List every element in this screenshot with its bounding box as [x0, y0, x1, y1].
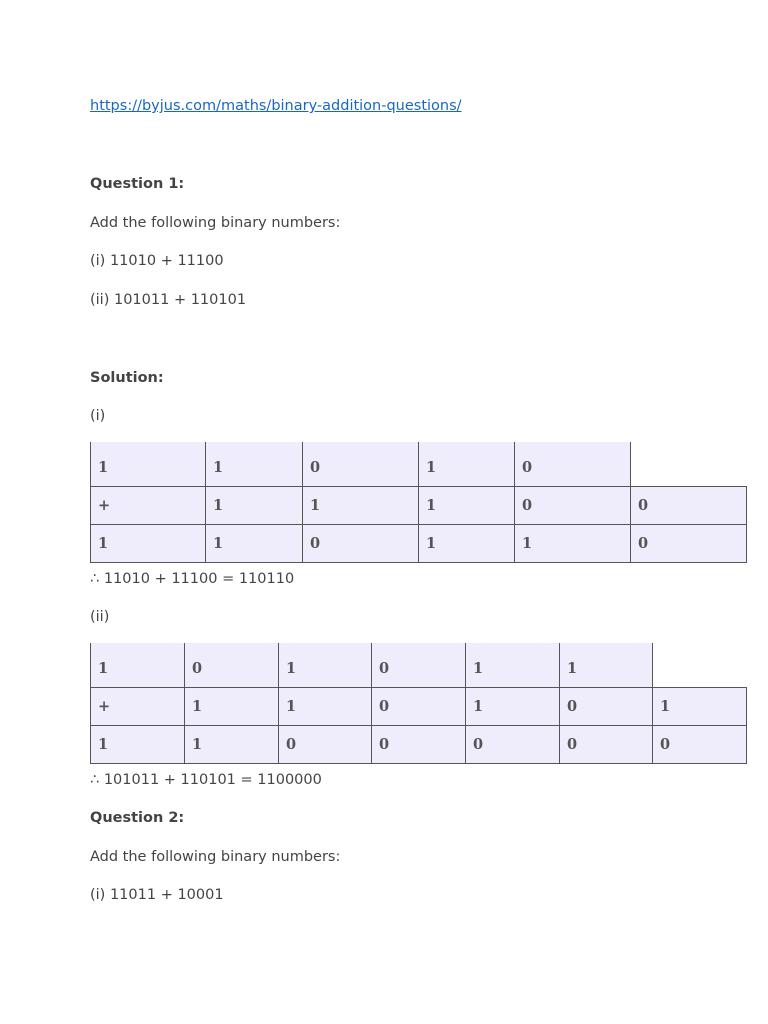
source-link[interactable]: https://byjus.com/maths/binary-addition-questions/ — [90, 98, 462, 114]
solution-part-ii-result: ∴ 101011 + 110101 = 1100000 — [90, 772, 322, 788]
table-cell: 0 — [466, 725, 560, 763]
question-1-prompt: Add the following binary numbers: — [90, 215, 341, 231]
table-cell: 1 — [515, 524, 631, 562]
table-cell: 1 — [91, 725, 185, 763]
table-cell — [631, 442, 747, 486]
table-cell: 1 — [185, 725, 279, 763]
table-row — [91, 442, 747, 486]
binary-addition-table-1 — [90, 442, 747, 563]
table-row — [91, 643, 747, 687]
table-cell: 1 — [279, 687, 372, 725]
table-cell: 1 — [303, 486, 419, 524]
table-cell: 0 — [515, 442, 631, 486]
question-1-part-ii: (ii) 101011 + 110101 — [90, 292, 247, 308]
table-cell: 1 — [206, 486, 303, 524]
table-cell: 0 — [515, 486, 631, 524]
table-cell: 0 — [653, 725, 747, 763]
table-cell: 1 — [419, 486, 515, 524]
binary-addition-table-2 — [90, 643, 747, 764]
table-cell: 0 — [185, 643, 279, 687]
table-cell: 0 — [631, 486, 747, 524]
table-cell: 1 — [466, 643, 560, 687]
table-cell: 1 — [91, 524, 206, 562]
table-cell: 1 — [185, 687, 279, 725]
question-2-title: Question 2: — [90, 810, 185, 826]
table-row — [91, 687, 747, 725]
table-row — [91, 524, 747, 562]
question-1-title: Question 1: — [90, 176, 185, 192]
table-cell: 0 — [279, 725, 372, 763]
table-cell: 1 — [560, 643, 653, 687]
table-cell: 1 — [206, 442, 303, 486]
table-cell: 1 — [279, 643, 372, 687]
table-cell: 1 — [419, 524, 515, 562]
table-cell — [653, 643, 747, 687]
question-2-part-i: (i) 11011 + 10001 — [90, 887, 224, 903]
table-cell: 0 — [560, 687, 653, 725]
table-cell: 0 — [560, 725, 653, 763]
solution-part-ii-label: (ii) — [90, 609, 110, 625]
table-cell: 1 — [91, 643, 185, 687]
solution-part-i-label: (i) — [90, 408, 106, 424]
question-1-part-i: (i) 11010 + 11100 — [90, 253, 224, 269]
table-cell: 1 — [653, 687, 747, 725]
table-cell: 1 — [91, 442, 206, 486]
table-cell: 1 — [419, 442, 515, 486]
table-cell: 0 — [303, 524, 419, 562]
question-2-prompt: Add the following binary numbers: — [90, 849, 341, 865]
table-cell: 1 — [206, 524, 303, 562]
table-cell: 1 — [466, 687, 560, 725]
table-cell: 0 — [372, 643, 466, 687]
table-cell: 0 — [303, 442, 419, 486]
solution-part-i-result: ∴ 11010 + 11100 = 110110 — [90, 571, 295, 587]
table-cell: + — [91, 486, 206, 524]
solution-title: Solution: — [90, 370, 164, 386]
table-cell: 0 — [372, 687, 466, 725]
table-cell: 0 — [631, 524, 747, 562]
table-row — [91, 486, 747, 524]
table-row — [91, 725, 747, 763]
table-cell: + — [91, 687, 185, 725]
table-cell: 0 — [372, 725, 466, 763]
